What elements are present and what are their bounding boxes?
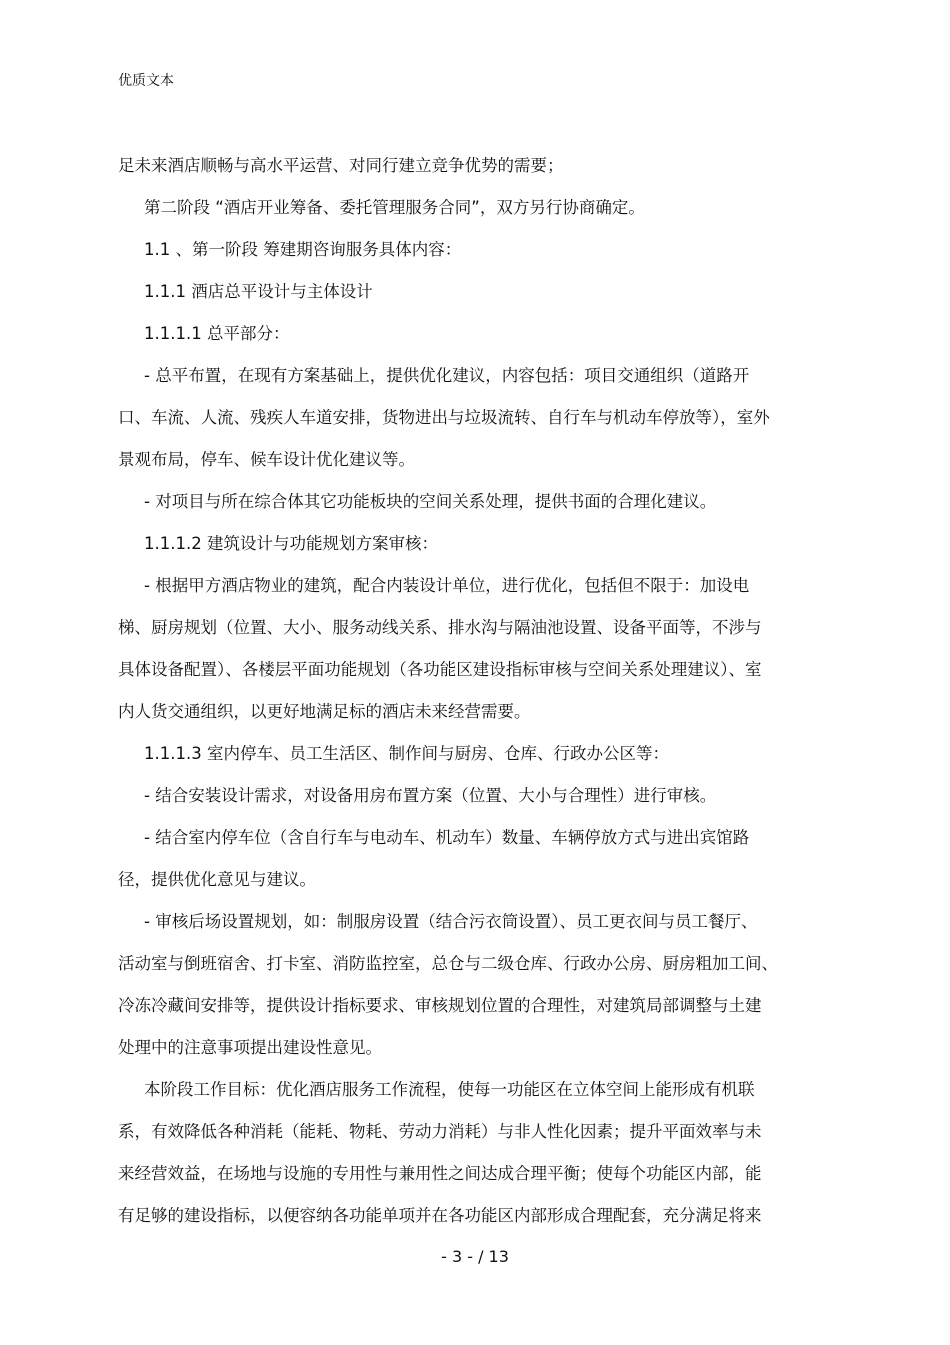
section-heading: 1.1.1.2 建筑设计与功能规划方案审核：: [144, 534, 438, 553]
paragraph-line: - 结合室内停车位（含自行车与电动车、机动车）数量、车辆停放方式与进出宾馆路: [144, 828, 750, 847]
paragraph-line: 足未来酒店顺畅与高水平运营、对同行建立竞争优势的需要；: [118, 156, 564, 175]
paragraph-line: 冷冻冷藏间安排等，提供设计指标要求、审核规划位置的合理性，对建筑局部调整与土建: [118, 996, 762, 1015]
paragraph-line: 口、车流、人流、残疾人车道安排，货物进出与垃圾流转、自行车与机动车停放等），室外: [118, 408, 770, 427]
paragraph-line: 有足够的建设指标，以便容纳各功能单项并在各功能区内部形成合理配套，充分满足将来: [118, 1206, 762, 1225]
paragraph-line: 第二阶段 “酒店开业筹备、委托管理服务合同”，双方另行协商确定。: [144, 198, 645, 217]
paragraph-line: 径，提供优化意见与建议。: [118, 870, 316, 889]
section-heading: 1.1.1 酒店总平设计与主体设计: [144, 282, 373, 301]
paragraph-line: 活动室与倒班宿舍、打卡室、消防监控室，总仓与二级仓库、行政办公房、厨房粗加工间、: [118, 954, 778, 973]
section-heading: 1.1 、第一阶段 筹建期咨询服务具体内容：: [144, 240, 462, 259]
paragraph-line: - 对项目与所在综合体其它功能板块的空间关系处理，提供书面的合理化建议。: [144, 492, 717, 511]
paragraph-line: 内人货交通组织，以更好地满足标的酒店未来经营需要。: [118, 702, 531, 721]
section-heading: 1.1.1.1 总平部分：: [144, 324, 290, 343]
paragraph-line: 本阶段工作目标：优化酒店服务工作流程，使每一功能区在立体空间上能形成有机联: [144, 1080, 755, 1099]
paragraph-line: - 审核后场设置规划，如：制服房设置（结合污衣筒设置）、员工更衣间与员工餐厅、: [144, 912, 758, 931]
paragraph-line: - 总平布置，在现有方案基础上，提供优化建议，内容包括：项目交通组织（道路开: [144, 366, 750, 385]
page-header: 优质文本: [118, 73, 174, 89]
paragraph-line: - 根据甲方酒店物业的建筑，配合内装设计单位，进行优化，包括但不限于：加设电: [144, 576, 750, 595]
paragraph-line: - 结合安装设计需求，对设备用房布置方案（位置、大小与合理性）进行审核。: [144, 786, 717, 805]
paragraph-line: 系，有效降低各种消耗（能耗、物耗、劳动力消耗）与非人性化因素；提升平面效率与未: [118, 1122, 762, 1141]
page-number: - 3 - / 13: [441, 1247, 509, 1266]
paragraph-line: 来经营效益，在场地与设施的专用性与兼用性之间达成合理平衡；使每个功能区内部，能: [118, 1164, 762, 1183]
section-heading: 1.1.1.3 室内停车、员工生活区、制作间与厨房、仓库、行政办公区等：: [144, 744, 669, 763]
paragraph-line: 处理中的注意事项提出建设性意见。: [118, 1038, 382, 1057]
document-body: [118, 145, 828, 1237]
paragraph-line: 梯、厨房规划（位置、大小、服务动线关系、排水沟与隔油池设置、设备平面等，不涉与: [118, 618, 762, 637]
paragraph-line: 景观布局，停车、候车设计优化建议等。: [118, 450, 415, 469]
paragraph-line: 具体设备配置）、各楼层平面功能规划（各功能区建设指标审核与空间关系处理建议）、室: [118, 660, 762, 679]
